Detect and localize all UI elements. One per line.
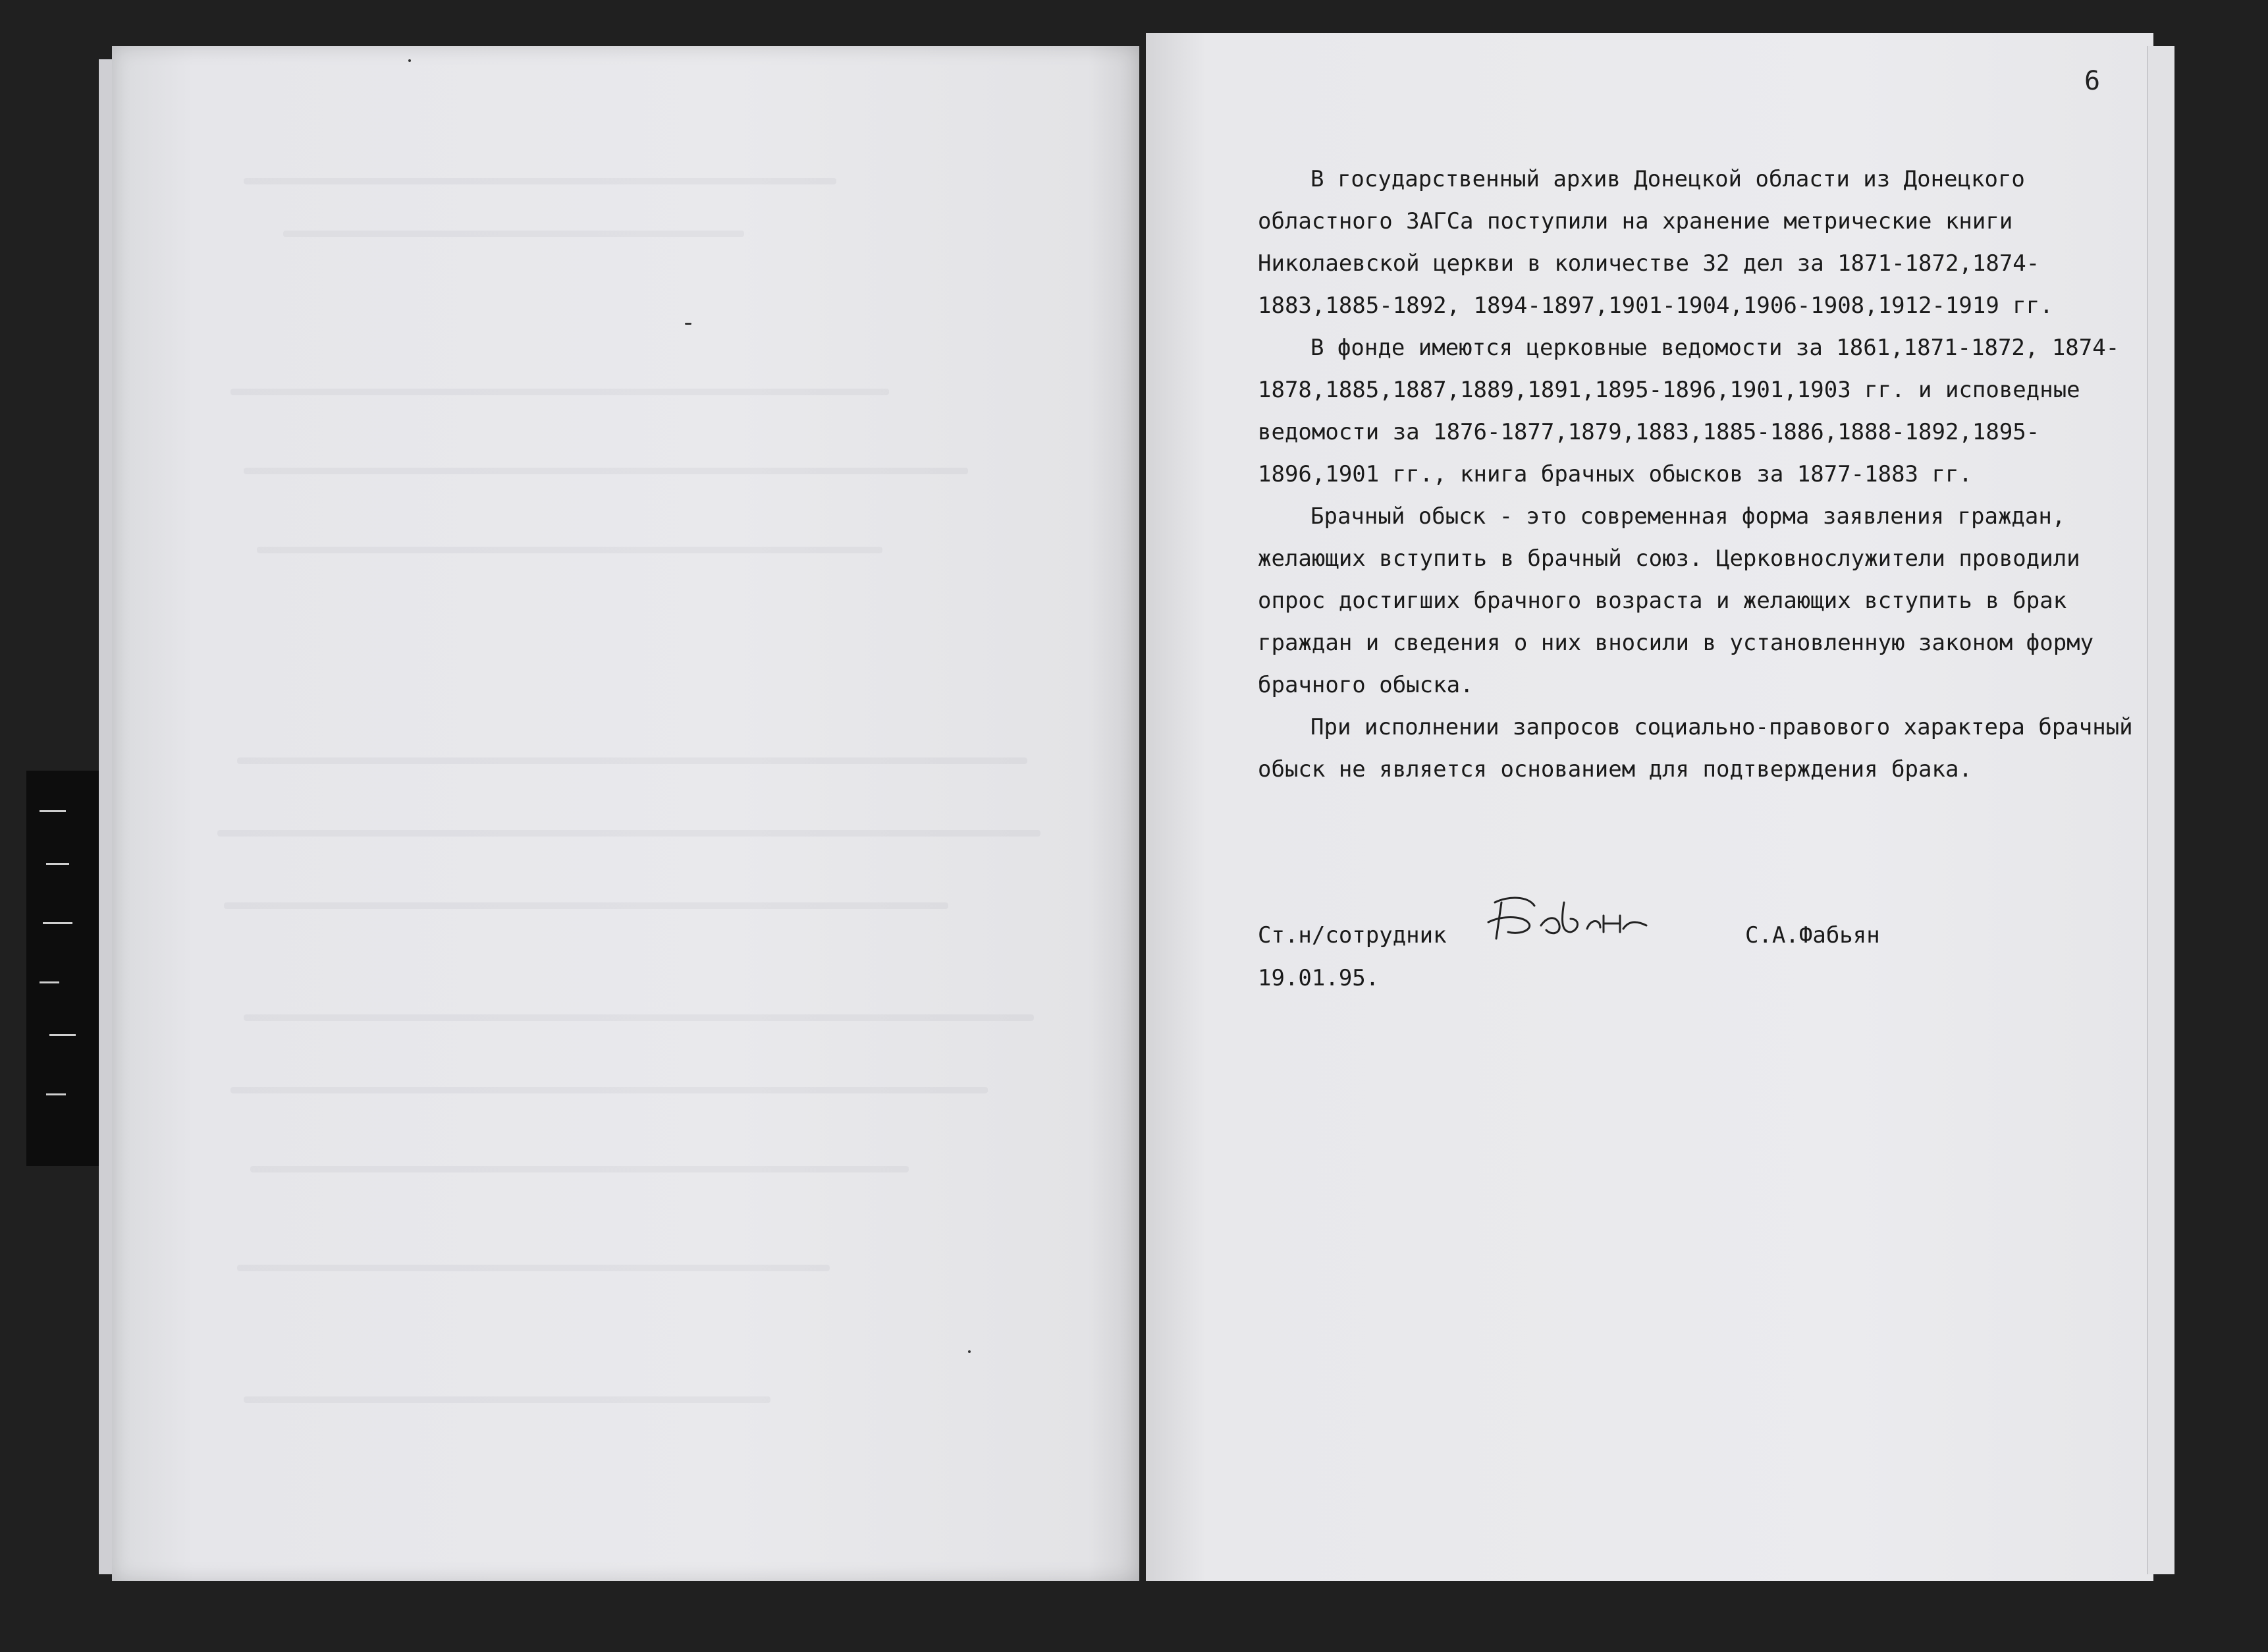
- signatory-position: Ст.н/сотрудник: [1258, 922, 1447, 949]
- left-page-blank: [112, 46, 1139, 1581]
- page-number: 6: [2084, 66, 2101, 96]
- paragraph-fund-contents: В фонде имеются церковные ведомости за 1861,1871-1872, 1874-1878,1885,1887,1889,1891,1895-1896,1901,1903 гг. и исповедные ведомости за 1876-1877,1879,1883,1885-1886,1888-1892,1895-1896,1901 гг., книга брачных обысков за 1877-1883 гг.: [1258, 335, 2120, 487]
- right-page-edge: [2147, 46, 2174, 1574]
- paragraph-archive-receipt: В государственный архив Донецкой области из Донецкого областного ЗАГСа поступили на хранение метрические книги Николаевской церкви в количестве 32 дел за 1871-1872,1874-1883,1885-1892, 1894-1897,1901-1904,1906-1908,1912-1919 гг.: [1258, 166, 2053, 319]
- paragraph-legal-note: При исполнении запросов социально-правового характера брачный обыск не является основанием для подтверждения брака.: [1258, 714, 2133, 783]
- document-body: [1258, 158, 2140, 790]
- paragraph-marriage-search-definition: Брачный обыск - это современная форма заявления граждан, желающих вступить в брачный союз. Церковнослужители проводили опрос достигших брачного возраста и желающих вступить в брак граждан и сведения о них вносили в установленную законом форму брачного обыска.: [1258, 503, 2094, 698]
- handwritten-signature: [1482, 889, 1653, 949]
- document-date: 19.01.95.: [1258, 965, 1380, 991]
- signatory-name: С.А.Фабьян: [1745, 922, 1880, 949]
- signature-block: [1258, 909, 2114, 962]
